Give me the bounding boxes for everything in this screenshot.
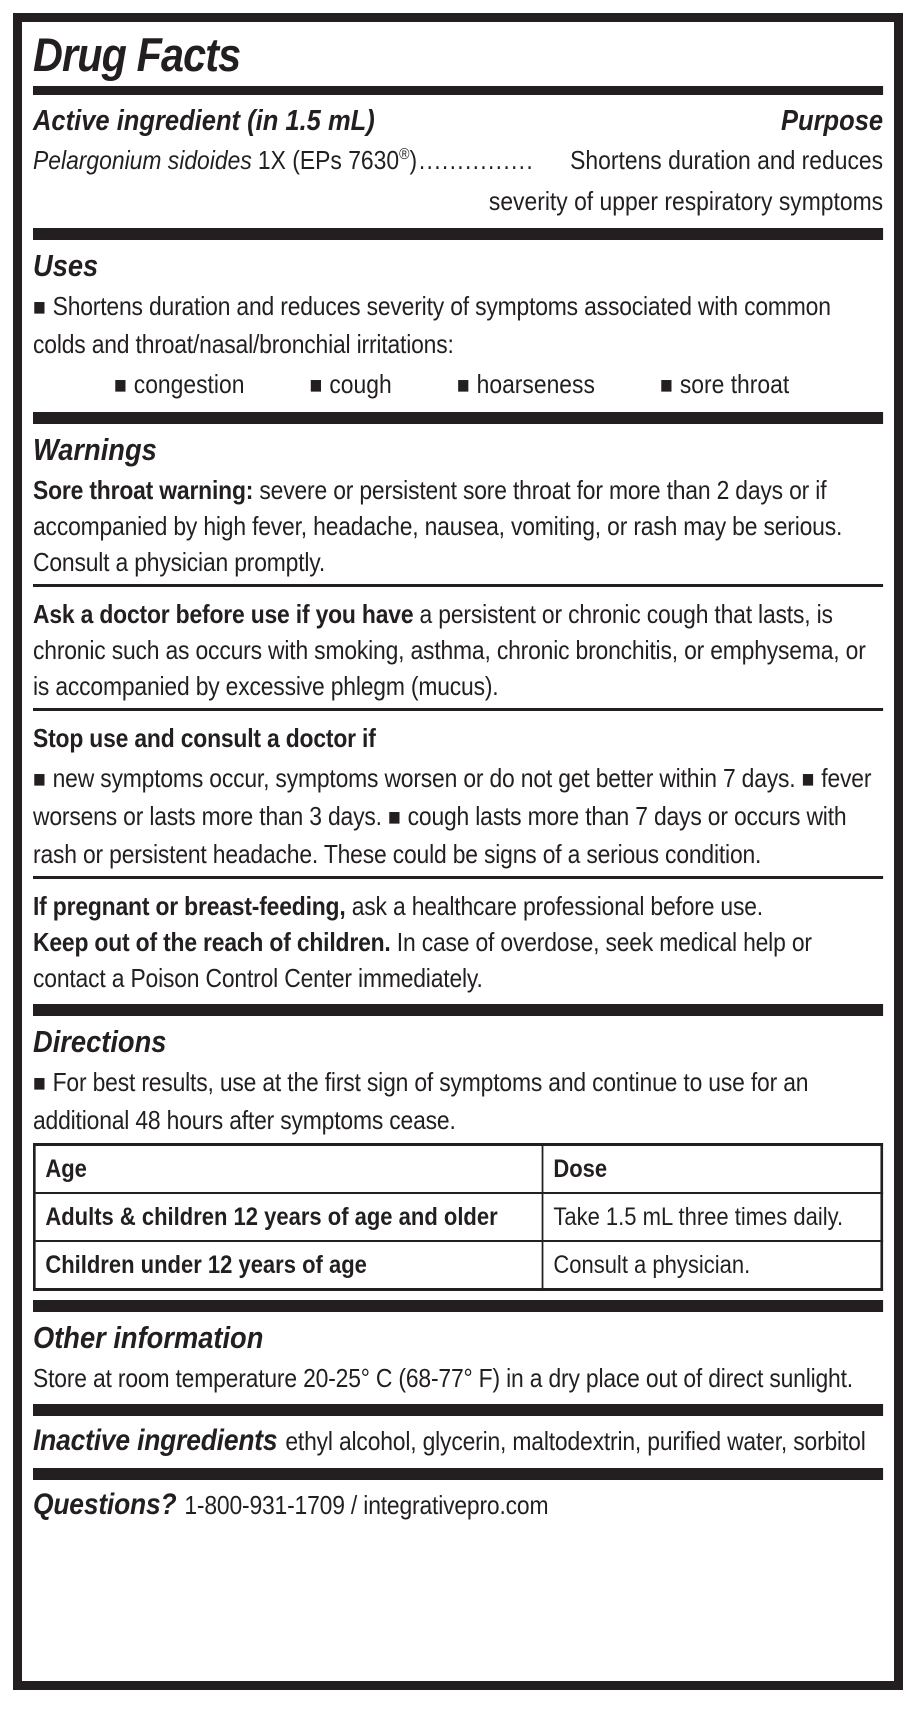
dosage-table (33, 1143, 883, 1291)
pregnant-warning: If pregnant or breast-feeding, ask a healthcare professional before use. Keep out of the reach of children. In case of overdose, seek medical help or contact a Poison Control Center immediately. (33, 891, 812, 993)
title-divider (33, 86, 883, 95)
uses-symptom-list (114, 366, 883, 404)
section-divider (33, 1300, 883, 1312)
purpose-text-line2: severity of upper respiratory symptoms (488, 186, 884, 216)
table-header-row (34, 1145, 881, 1194)
section-divider (33, 1404, 883, 1416)
bullet-square-icon: ■ (113, 372, 127, 399)
section-divider (33, 412, 883, 424)
stop-use-items: ■ new symptoms occur, symptoms worsen or do not get better within 7 days. ■ fever worsens or lasts more than 3 days. ■ cough lasts more than 7 days or occurs with rash or persistent headache. These could be signs of a serious condition. (33, 763, 872, 869)
bullet-square-icon: ■ (33, 1070, 46, 1097)
uses-heading: Uses (33, 248, 99, 283)
bullet-square-icon: ■ (660, 372, 673, 399)
uses-intro: ■ Shortens duration and reduces severity of symptoms associated with common colds and throat/nasal/bronchial irritations: (33, 291, 831, 359)
list-item: ■ cough (309, 369, 392, 399)
bullet-square-icon: ■ (456, 372, 470, 399)
stop-use-heading: Stop use and consult a doctor if (33, 723, 376, 753)
bullet-square-icon: ■ (801, 766, 815, 793)
active-ingredient-heading-row (33, 104, 883, 139)
active-ingredient-heading: Active ingredient (in 1.5 mL) (33, 105, 375, 137)
purpose-text-line1: Shortens duration and reduces (570, 145, 884, 175)
section-divider (33, 228, 883, 240)
table-row: Children under 12 years of age Consult a physician. (34, 1241, 881, 1290)
ingredient-close-paren: ) (409, 145, 418, 175)
label-content (33, 28, 883, 1524)
other-information-text: Store at room temperature 20-25° C (68-77° F) in a dry place out of direct sunlight. (33, 1363, 853, 1393)
sub-rule (33, 876, 883, 879)
sub-rule (33, 584, 883, 587)
section-divider (33, 1468, 883, 1480)
bullet-square-icon: ■ (388, 804, 401, 831)
page-title: Drug Facts (33, 28, 241, 81)
purpose-heading: Purpose (780, 105, 884, 137)
ingredient-name: Pelargonium sidoides (33, 145, 252, 175)
bullet-square-icon: ■ (33, 766, 46, 793)
section-divider (33, 1004, 883, 1016)
bullet-square-icon: ■ (33, 294, 46, 321)
list-item: ■ hoarseness (456, 369, 595, 399)
sore-throat-warning: Sore throat warning: severe or persistent sore throat for more than 2 days or if accompanied by high fever, headache, nausea, vomiting, or rash may be serious. Consult a physician promptly. (33, 475, 843, 577)
ask-doctor-warning: Ask a doctor before use if you have a persistent or chronic cough that lasts, is chronic such as occurs with smoking, asthma, chronic bronchitis, or emphysema, or is accompanied by excessive phlegm (mucus). (33, 599, 866, 701)
questions-contact: 1-800-931-1709 / integrativepro.com (184, 1490, 549, 1520)
sub-rule (33, 708, 883, 711)
bullet-square-icon: ■ (309, 372, 323, 399)
directions-intro: ■ For best results, use at the first sign of symptoms and continue to use for an additional 48 hours after symptoms cease. (33, 1067, 809, 1135)
age-column-header: Age (34, 1145, 542, 1194)
active-ingredient-line (33, 142, 883, 183)
questions-heading: Questions? (33, 1488, 177, 1521)
dose-column-header: Dose (543, 1145, 882, 1194)
directions-heading: Directions (33, 1024, 167, 1059)
inactive-ingredients-heading: Inactive ingredients (33, 1424, 278, 1457)
leader-dots: ............... (418, 145, 535, 175)
table-row: Adults & children 12 years of age and older Take 1.5 mL three times daily. (34, 1193, 881, 1241)
list-item: ■ congestion (113, 369, 245, 399)
inactive-ingredients: Inactive ingredients ethyl alcohol, glycerin, maltodextrin, purified water, sorbitol (33, 1424, 866, 1457)
other-information-heading: Other information (33, 1320, 264, 1355)
list-item: ■ sore throat (660, 369, 790, 399)
drug-facts-label (13, 13, 903, 1690)
registered-trademark-icon: ® (399, 146, 410, 163)
warnings-heading: Warnings (33, 432, 157, 467)
questions-line (33, 1486, 883, 1524)
keep-out-warning: Keep out of the reach of children. (33, 927, 391, 957)
ingredient-strength: 1X (EPs 7630 (257, 145, 400, 175)
